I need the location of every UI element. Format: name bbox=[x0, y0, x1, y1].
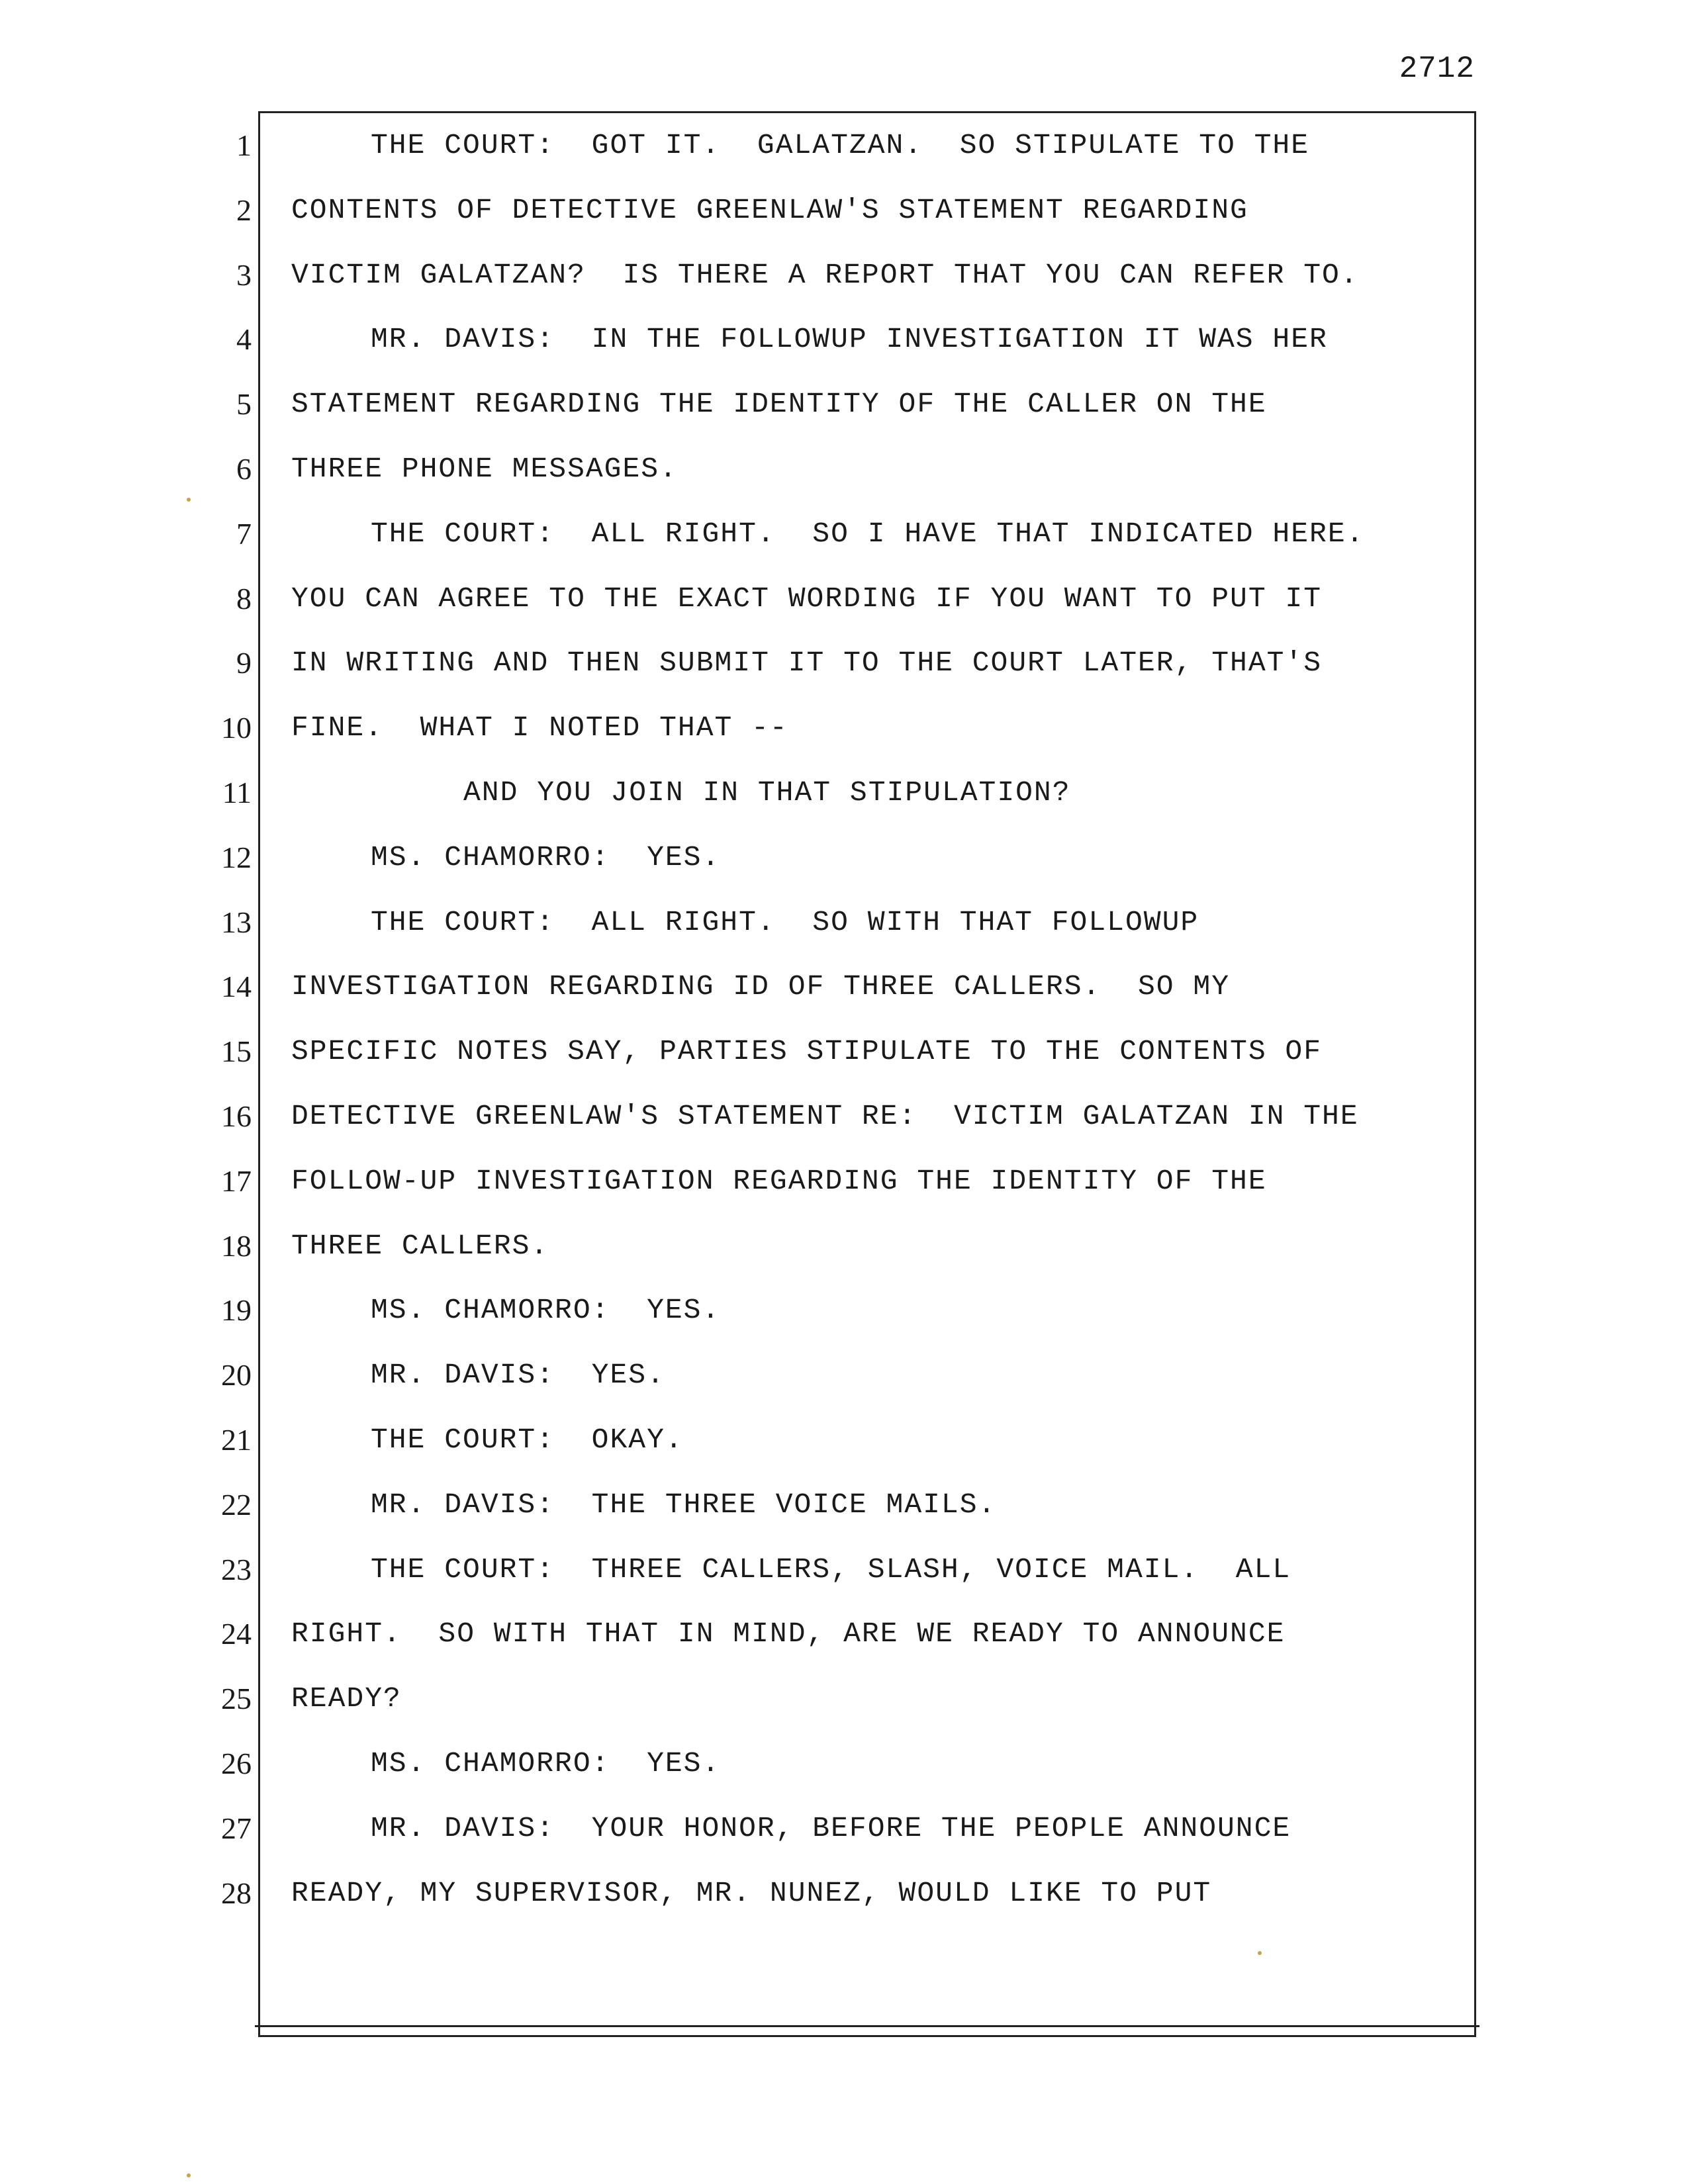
transcript-line: THE COURT: GOT IT. GALATZAN. SO STIPULATE TO THE bbox=[371, 129, 1310, 161]
transcript-line: INVESTIGATION REGARDING ID OF THREE CALLERS. SO MY bbox=[291, 970, 1231, 1003]
transcript-line: MR. DAVIS: YES. bbox=[371, 1359, 665, 1392]
transcript-line: IN WRITING AND THEN SUBMIT IT TO THE COURT LATER, THAT'S bbox=[291, 647, 1323, 680]
transcript-line: THE COURT: OKAY. bbox=[371, 1423, 684, 1456]
line-number: 16 bbox=[221, 1099, 252, 1133]
transcript-line: AND YOU JOIN IN THAT STIPULATION? bbox=[463, 776, 1071, 809]
transcript-line: MR. DAVIS: THE THREE VOICE MAILS. bbox=[371, 1488, 997, 1521]
frame-bottom-rule bbox=[255, 2025, 1479, 2027]
transcript-line: CONTENTS OF DETECTIVE GREENLAW'S STATEMENT REGARDING bbox=[291, 193, 1248, 226]
line-number: 1 bbox=[236, 128, 252, 162]
transcript-line: FOLLOW-UP INVESTIGATION REGARDING THE IDENTITY OF THE bbox=[291, 1164, 1267, 1197]
transcript-line: MS. CHAMORRO: YES. bbox=[371, 841, 721, 874]
line-number: 19 bbox=[221, 1293, 252, 1328]
line-number: 13 bbox=[221, 905, 252, 939]
transcript-line: SPECIFIC NOTES SAY, PARTIES STIPULATE TO THE CONTENTS OF bbox=[291, 1035, 1323, 1068]
scan-speck bbox=[187, 498, 191, 502]
line-number: 10 bbox=[221, 711, 252, 745]
line-number: 14 bbox=[221, 970, 252, 1004]
transcript-line: YOU CAN AGREE TO THE EXACT WORDING IF YOU WANT TO PUT IT bbox=[291, 582, 1323, 615]
line-number: 3 bbox=[236, 257, 252, 292]
scan-speck bbox=[187, 2173, 191, 2177]
transcript-line: FINE. WHAT I NOTED THAT -- bbox=[291, 711, 788, 745]
transcript-line: MS. CHAMORRO: YES. bbox=[371, 1747, 721, 1780]
transcript-line: RIGHT. SO WITH THAT IN MIND, ARE WE READY TO ANNOUNCE bbox=[291, 1617, 1286, 1651]
transcript-line: THE COURT: THREE CALLERS, SLASH, VOICE MAIL. ALL bbox=[371, 1553, 1291, 1586]
line-number: 27 bbox=[221, 1811, 252, 1845]
line-number: 25 bbox=[221, 1682, 252, 1716]
line-number: 12 bbox=[221, 840, 252, 874]
transcript-body bbox=[291, 126, 1456, 1938]
line-number: 28 bbox=[221, 1876, 252, 1910]
line-number: 4 bbox=[236, 322, 252, 357]
line-number: 8 bbox=[236, 581, 252, 615]
transcript-line: THE COURT: ALL RIGHT. SO I HAVE THAT INDICATED HERE. bbox=[371, 517, 1365, 550]
transcript-line: VICTIM GALATZAN? IS THERE A REPORT THAT YOU CAN REFER TO. bbox=[291, 258, 1359, 291]
transcript-line: MS. CHAMORRO: YES. bbox=[371, 1294, 721, 1327]
line-number: 7 bbox=[236, 516, 252, 551]
line-number: 20 bbox=[221, 1358, 252, 1392]
transcript-line: THREE CALLERS. bbox=[291, 1229, 549, 1262]
transcript-line: DETECTIVE GREENLAW'S STATEMENT RE: VICTIM GALATZAN IN THE bbox=[291, 1099, 1359, 1132]
line-number: 26 bbox=[221, 1746, 252, 1780]
transcript-line: STATEMENT REGARDING THE IDENTITY OF THE CALLER ON THE bbox=[291, 388, 1267, 421]
transcript-line: THREE PHONE MESSAGES. bbox=[291, 452, 678, 485]
line-number-column bbox=[179, 126, 252, 1938]
transcript-line: THE COURT: ALL RIGHT. SO WITH THAT FOLLOWUP bbox=[371, 905, 1199, 938]
line-number: 9 bbox=[236, 646, 252, 680]
page-number: 2712 bbox=[1399, 52, 1475, 86]
line-number: 22 bbox=[221, 1487, 252, 1522]
line-number: 18 bbox=[221, 1228, 252, 1263]
transcript-line: MR. DAVIS: YOUR HONOR, BEFORE THE PEOPLE ANNOUNCE bbox=[371, 1811, 1291, 1844]
line-number: 24 bbox=[221, 1617, 252, 1651]
line-number: 6 bbox=[236, 451, 252, 486]
line-number: 23 bbox=[221, 1552, 252, 1586]
line-number: 21 bbox=[221, 1422, 252, 1457]
transcript-line: READY? bbox=[291, 1682, 402, 1715]
transcript-line: READY, MY SUPERVISOR, MR. NUNEZ, WOULD LIKE TO PUT bbox=[291, 1876, 1212, 1909]
transcript-line: MR. DAVIS: IN THE FOLLOWUP INVESTIGATION IT WAS HER bbox=[371, 323, 1328, 356]
scan-speck bbox=[1258, 1951, 1262, 1955]
line-number: 2 bbox=[236, 193, 252, 227]
line-number: 15 bbox=[221, 1034, 252, 1069]
line-number: 17 bbox=[221, 1163, 252, 1198]
line-number: 11 bbox=[222, 775, 252, 809]
line-number: 5 bbox=[236, 387, 252, 422]
